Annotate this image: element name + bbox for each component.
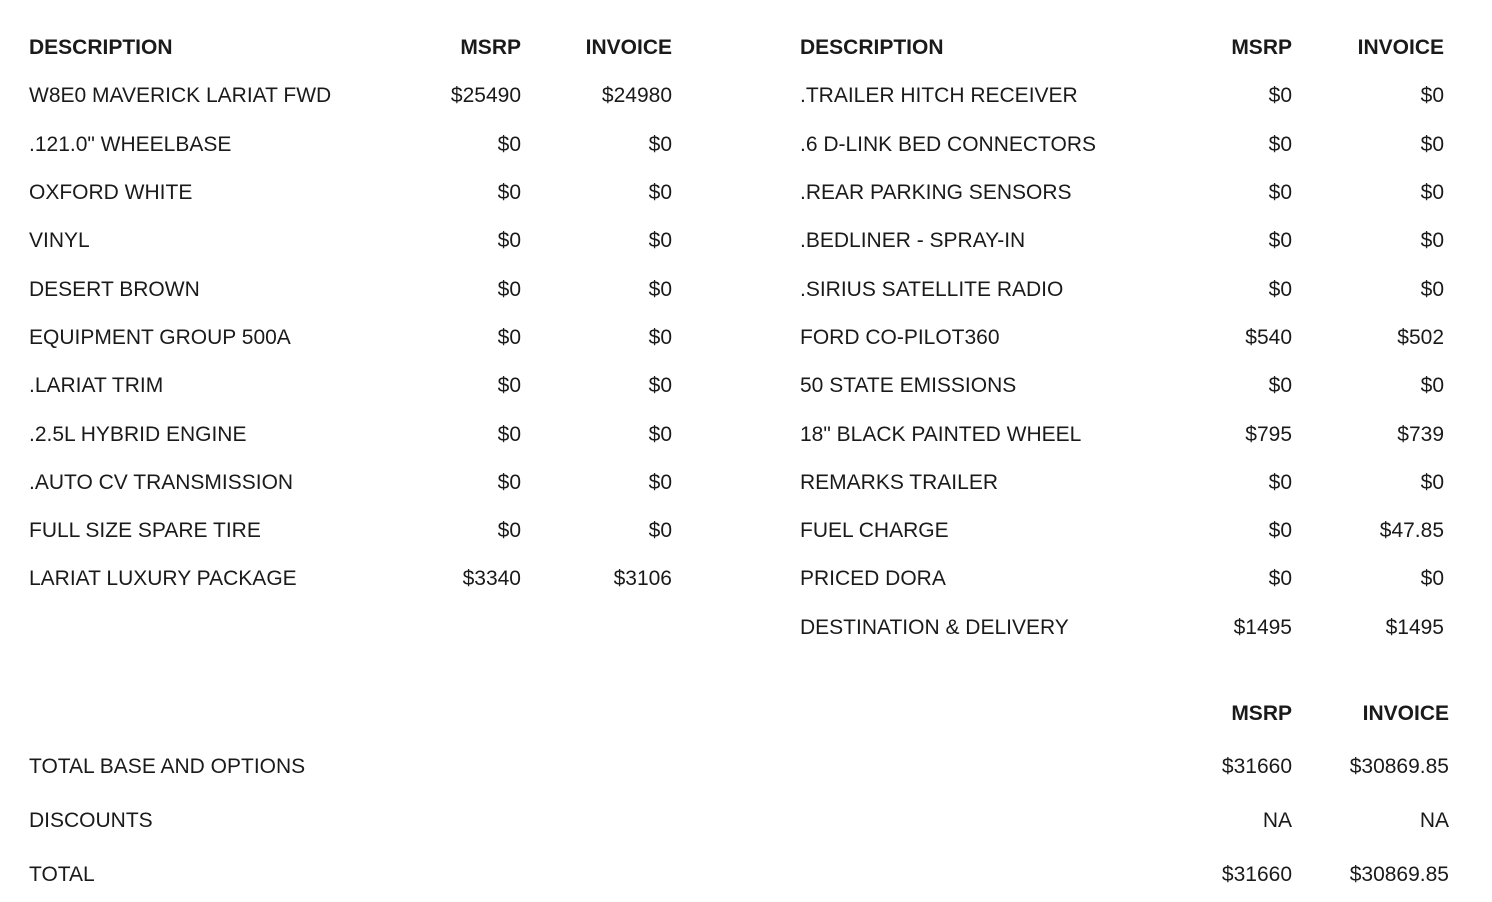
row-invoice: $30869.85 xyxy=(1349,755,1449,778)
row-msrp: NA xyxy=(1262,809,1292,832)
row-invoice: $0 xyxy=(1420,567,1444,591)
column-header-invoice: INVOICE xyxy=(1357,36,1444,60)
row-msrp: $0 xyxy=(497,325,521,349)
table-row xyxy=(800,410,1444,458)
row-msrp: $0 xyxy=(497,132,521,156)
table-row xyxy=(800,314,1444,362)
table-row xyxy=(29,265,672,313)
row-invoice: $0 xyxy=(1420,229,1444,253)
row-msrp: $0 xyxy=(497,277,521,301)
row-description: .TRAILER HITCH RECEIVER xyxy=(800,84,1078,108)
row-invoice: $24980 xyxy=(601,84,672,108)
row-description: FUEL CHARGE xyxy=(800,519,949,543)
row-description: PRICED DORA xyxy=(800,567,946,591)
row-invoice: $47.85 xyxy=(1379,519,1444,543)
column-header-msrp: MSRP xyxy=(460,36,521,60)
row-description: .2.5L HYBRID ENGINE xyxy=(29,422,247,446)
table-row xyxy=(800,265,1444,313)
row-invoice: NA xyxy=(1419,809,1449,832)
row-description: FORD CO-PILOT360 xyxy=(800,325,1000,349)
row-invoice: $0 xyxy=(1420,181,1444,205)
row-invoice: $0 xyxy=(648,519,672,543)
row-description: TOTAL xyxy=(29,863,95,886)
row-description: .LARIAT TRIM xyxy=(29,374,164,398)
options-table-left xyxy=(29,24,672,604)
table-row xyxy=(29,72,672,120)
row-description: 18" BLACK PAINTED WHEEL xyxy=(800,422,1082,446)
table-row xyxy=(800,362,1444,410)
row-description: W8E0 MAVERICK LARIAT FWD xyxy=(29,84,332,108)
row-invoice: $0 xyxy=(648,181,672,205)
row-msrp: $0 xyxy=(1268,470,1292,494)
row-msrp: $0 xyxy=(497,229,521,253)
row-invoice: $0 xyxy=(648,325,672,349)
row-invoice: $502 xyxy=(1397,325,1444,349)
column-header-msrp: MSRP xyxy=(1231,702,1292,725)
row-msrp: $0 xyxy=(497,181,521,205)
totals-section xyxy=(29,688,1449,902)
row-invoice: $0 xyxy=(1420,374,1444,398)
row-msrp: $31660 xyxy=(1221,755,1292,778)
row-description: TOTAL BASE AND OPTIONS xyxy=(29,755,306,778)
table-header xyxy=(800,24,1444,72)
row-description: FULL SIZE SPARE TIRE xyxy=(29,519,261,543)
row-msrp: $0 xyxy=(1268,132,1292,156)
row-msrp: $31660 xyxy=(1221,863,1292,886)
row-msrp: $0 xyxy=(1268,277,1292,301)
column-header-invoice: INVOICE xyxy=(585,36,672,60)
row-description: VINYL xyxy=(29,229,90,253)
table-row xyxy=(29,555,672,603)
row-invoice: $739 xyxy=(1397,422,1444,446)
row-msrp: $795 xyxy=(1245,422,1292,446)
table-row xyxy=(29,362,672,410)
table-row xyxy=(800,169,1444,217)
column-header-description: DESCRIPTION xyxy=(800,36,944,60)
row-msrp: $0 xyxy=(497,422,521,446)
row-description: REMARKS TRAILER xyxy=(800,470,998,494)
row-description: OXFORD WHITE xyxy=(29,181,193,205)
row-msrp: $0 xyxy=(1268,374,1292,398)
row-invoice: $0 xyxy=(648,374,672,398)
row-msrp: $0 xyxy=(1268,84,1292,108)
discounts-row xyxy=(29,794,1449,848)
table-row xyxy=(800,555,1444,603)
grand-total-row xyxy=(29,848,1449,902)
row-invoice: $0 xyxy=(1420,132,1444,156)
row-msrp: $0 xyxy=(1268,567,1292,591)
row-invoice: $0 xyxy=(648,132,672,156)
row-invoice: $30869.85 xyxy=(1349,863,1449,886)
row-invoice: $0 xyxy=(1420,277,1444,301)
row-description: DESERT BROWN xyxy=(29,277,200,301)
table-row xyxy=(800,604,1444,652)
totals-header xyxy=(29,688,1449,740)
row-msrp: $0 xyxy=(497,470,521,494)
table-row xyxy=(29,169,672,217)
row-invoice: $0 xyxy=(1420,470,1444,494)
row-description: .BEDLINER - SPRAY-IN xyxy=(800,229,1026,253)
options-table-right xyxy=(800,24,1444,652)
table-row xyxy=(29,121,672,169)
table-row xyxy=(800,72,1444,120)
row-description: .SIRIUS SATELLITE RADIO xyxy=(800,277,1064,301)
table-row xyxy=(29,217,672,265)
row-description: .121.0" WHEELBASE xyxy=(29,132,232,156)
total-base-and-options-row xyxy=(29,740,1449,794)
row-invoice: $0 xyxy=(648,277,672,301)
row-description: DISCOUNTS xyxy=(29,809,153,832)
row-msrp: $0 xyxy=(497,519,521,543)
row-description: .REAR PARKING SENSORS xyxy=(800,181,1072,205)
row-invoice: $1495 xyxy=(1385,615,1444,639)
row-invoice: $3106 xyxy=(613,567,672,591)
row-description: DESTINATION & DELIVERY xyxy=(800,615,1069,639)
column-header-description: DESCRIPTION xyxy=(29,36,173,60)
row-msrp: $0 xyxy=(497,374,521,398)
row-invoice: $0 xyxy=(648,470,672,494)
row-description: .6 D-LINK BED CONNECTORS xyxy=(800,132,1096,156)
row-description: 50 STATE EMISSIONS xyxy=(800,374,1017,398)
row-msrp: $3340 xyxy=(462,567,521,591)
row-msrp: $0 xyxy=(1268,519,1292,543)
row-msrp: $0 xyxy=(1268,229,1292,253)
column-header-msrp: MSRP xyxy=(1231,36,1292,60)
row-msrp: $0 xyxy=(1268,181,1292,205)
table-row xyxy=(800,217,1444,265)
table-row xyxy=(29,459,672,507)
row-description: LARIAT LUXURY PACKAGE xyxy=(29,567,297,591)
row-invoice: $0 xyxy=(648,229,672,253)
table-row xyxy=(800,459,1444,507)
table-row xyxy=(29,410,672,458)
table-row xyxy=(800,507,1444,555)
row-invoice: $0 xyxy=(1420,84,1444,108)
row-msrp: $540 xyxy=(1245,325,1292,349)
row-description: EQUIPMENT GROUP 500A xyxy=(29,325,291,349)
table-header xyxy=(29,24,672,72)
row-msrp: $1495 xyxy=(1233,615,1292,639)
row-msrp: $25490 xyxy=(450,84,521,108)
column-header-invoice: INVOICE xyxy=(1362,702,1449,725)
table-row xyxy=(800,121,1444,169)
table-row xyxy=(29,507,672,555)
table-row xyxy=(29,314,672,362)
row-description: .AUTO CV TRANSMISSION xyxy=(29,470,294,494)
row-invoice: $0 xyxy=(648,422,672,446)
